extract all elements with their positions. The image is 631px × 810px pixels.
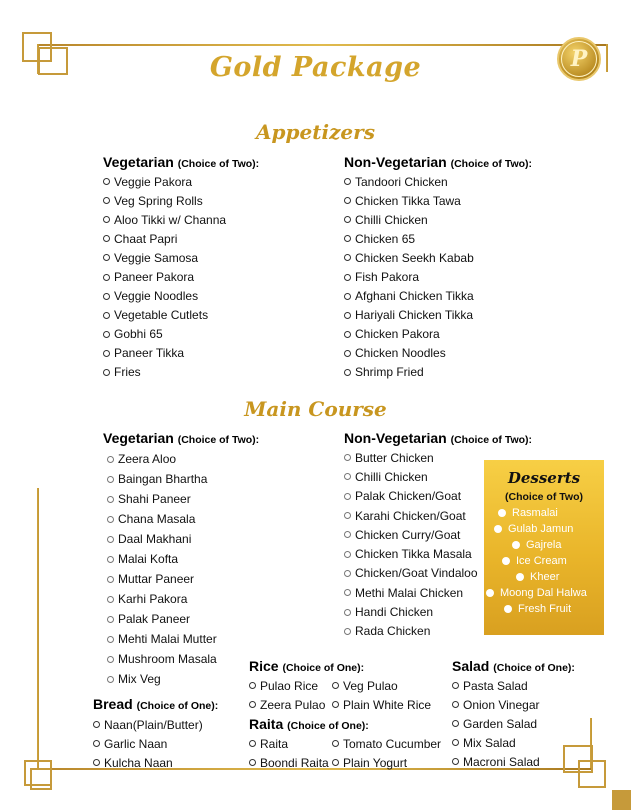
- list-item: Afghani Chicken Tikka: [344, 287, 474, 306]
- list-item: Palak Paneer: [107, 609, 217, 629]
- bullet-icon: [103, 369, 110, 376]
- bullet-icon: [344, 454, 351, 461]
- appetizers-nonveg-choice: (Choice of Two):: [450, 158, 533, 170]
- appetizers-veg-header: [103, 154, 259, 170]
- list-item: Handi Chicken: [344, 602, 478, 621]
- list-item: Garden Salad: [452, 714, 540, 733]
- corner-square-br-fill: [612, 790, 631, 810]
- raita-label: Raita: [249, 716, 284, 732]
- main-nonveg-list: [344, 448, 478, 641]
- rice-label: Rice: [249, 658, 279, 674]
- bullet-icon: [486, 589, 494, 597]
- appetizers-veg-label: Vegetarian: [103, 154, 174, 170]
- appetizers-veg-list: [103, 172, 226, 382]
- bullet-icon: [107, 496, 114, 503]
- salad-label: Salad: [452, 658, 490, 674]
- bullet-icon: [107, 516, 114, 523]
- list-item: Karhi Pakora: [107, 589, 217, 609]
- rice-list-col2: [332, 676, 431, 714]
- dessert-item: Fresh Fruit: [504, 603, 571, 615]
- bullet-icon: [344, 609, 351, 616]
- list-item: Boondi Raita: [249, 753, 329, 772]
- bullet-icon: [344, 589, 351, 596]
- bullet-icon: [502, 557, 510, 565]
- bullet-icon: [107, 456, 114, 463]
- corner-square-bl-2: [30, 768, 52, 790]
- rice-header: [249, 658, 364, 674]
- list-item: Veggie Samosa: [103, 248, 226, 267]
- main-veg-header: [103, 430, 259, 446]
- appetizers-nonveg-list: [344, 172, 474, 382]
- list-item: Rada Chicken: [344, 622, 478, 641]
- list-item: Mehti Malai Mutter: [107, 629, 217, 649]
- list-item: Plain White Rice: [332, 695, 431, 714]
- list-item: Naan(Plain/Butter): [93, 715, 203, 734]
- bullet-icon: [344, 235, 351, 242]
- list-item: Zeera Pulao: [249, 695, 325, 714]
- bullet-icon: [93, 740, 100, 747]
- logo-letter: P: [561, 41, 597, 77]
- list-item: Fries: [103, 363, 226, 382]
- list-item: Macroni Salad: [452, 752, 540, 771]
- list-item: Mix Veg: [107, 669, 217, 689]
- bullet-icon: [344, 551, 351, 558]
- bullet-icon: [103, 254, 110, 261]
- bullet-icon: [107, 636, 114, 643]
- bullet-icon: [344, 178, 351, 185]
- frame-top-line: [38, 44, 608, 46]
- bullet-icon: [344, 570, 351, 577]
- bullet-icon: [452, 682, 459, 689]
- appetizers-nonveg-label: Non-Vegetarian: [344, 154, 447, 170]
- list-item: Muttar Paneer: [107, 569, 217, 589]
- bullet-icon: [344, 512, 351, 519]
- bullet-icon: [93, 759, 100, 766]
- list-item: Chicken Curry/Goat: [344, 525, 478, 544]
- bullet-icon: [452, 758, 459, 765]
- main-veg-choice: (Choice of Two):: [177, 434, 260, 446]
- list-item: Kulcha Naan: [93, 753, 203, 772]
- bullet-icon: [103, 312, 110, 319]
- rice-choice: (Choice of One):: [282, 662, 365, 674]
- bullet-icon: [452, 701, 459, 708]
- desserts-choice: (Choice of Two): [505, 491, 583, 503]
- bullet-icon: [103, 293, 110, 300]
- bullet-icon: [344, 312, 351, 319]
- list-item: Karahi Chicken/Goat: [344, 506, 478, 525]
- list-item: Chicken Tikka Tawa: [344, 191, 474, 210]
- list-item: Chilli Chicken: [344, 210, 474, 229]
- list-item: Chicken/Goat Vindaloo: [344, 564, 478, 583]
- bullet-icon: [452, 739, 459, 746]
- desserts-panel: [484, 460, 604, 635]
- list-item: Onion Vinegar: [452, 695, 540, 714]
- bullet-icon: [332, 740, 339, 747]
- list-item: Pulao Rice: [249, 676, 325, 695]
- list-item: Fish Pakora: [344, 267, 474, 286]
- bullet-icon: [249, 682, 256, 689]
- list-item: Chicken Seekh Kabab: [344, 248, 474, 267]
- salad-list: [452, 676, 540, 771]
- list-item: Palak Chicken/Goat: [344, 487, 478, 506]
- raita-list-col2: [332, 734, 441, 772]
- bullet-icon: [249, 701, 256, 708]
- bullet-icon: [107, 476, 114, 483]
- bread-list: [93, 715, 203, 772]
- bullet-icon: [344, 216, 351, 223]
- dessert-item: Moong Dal Halwa: [486, 587, 587, 599]
- bullet-icon: [103, 216, 110, 223]
- list-item: Plain Yogurt: [332, 753, 441, 772]
- bullet-icon: [494, 525, 502, 533]
- bullet-icon: [344, 369, 351, 376]
- appetizers-nonveg-header: [344, 154, 532, 170]
- list-item: Chicken Pakora: [344, 325, 474, 344]
- list-item: Veg Pulao: [332, 676, 431, 695]
- bullet-icon: [103, 350, 110, 357]
- list-item: Veggie Pakora: [103, 172, 226, 191]
- bullet-icon: [512, 541, 520, 549]
- frame-left-line-lower: [37, 488, 39, 768]
- list-item: Aloo Tikki w/ Channa: [103, 210, 226, 229]
- list-item: Veg Spring Rolls: [103, 191, 226, 210]
- bullet-icon: [344, 493, 351, 500]
- bullet-icon: [344, 293, 351, 300]
- desserts-heading: Desserts: [507, 469, 581, 487]
- list-item: Chana Masala: [107, 509, 217, 529]
- list-item: Baingan Bhartha: [107, 469, 217, 489]
- main-nonveg-label: Non-Vegetarian: [344, 430, 447, 446]
- appetizers-heading: Appetizers: [256, 120, 375, 144]
- list-item: Mushroom Masala: [107, 649, 217, 669]
- list-item: Paneer Tikka: [103, 344, 226, 363]
- list-item: Chaat Papri: [103, 229, 226, 248]
- list-item: Chicken 65: [344, 229, 474, 248]
- list-item: Garlic Naan: [93, 734, 203, 753]
- bullet-icon: [344, 197, 351, 204]
- bullet-icon: [103, 331, 110, 338]
- raita-header: [249, 716, 369, 732]
- list-item: Zeera Aloo: [107, 449, 217, 469]
- bullet-icon: [344, 254, 351, 261]
- dessert-item: Gulab Jamun: [494, 523, 573, 535]
- main-veg-label: Vegetarian: [103, 430, 174, 446]
- bullet-icon: [332, 701, 339, 708]
- list-item: Paneer Pakora: [103, 267, 226, 286]
- salad-header: [452, 658, 575, 674]
- list-item: Chicken Noodles: [344, 344, 474, 363]
- main-nonveg-header: [344, 430, 532, 446]
- salad-choice: (Choice of One):: [493, 662, 575, 674]
- appetizers-veg-choice: (Choice of Two):: [177, 158, 260, 170]
- bullet-icon: [107, 556, 114, 563]
- main-nonveg-choice: (Choice of Two):: [450, 434, 533, 446]
- list-item: Vegetable Cutlets: [103, 306, 226, 325]
- list-item: Chilli Chicken: [344, 467, 478, 486]
- dessert-item: Ice Cream: [502, 555, 567, 567]
- bread-header: [93, 696, 218, 712]
- raita-choice: (Choice of One):: [287, 720, 369, 732]
- list-item: Veggie Noodles: [103, 287, 226, 306]
- bullet-icon: [452, 720, 459, 727]
- bread-label: Bread: [93, 696, 133, 712]
- bullet-icon: [344, 350, 351, 357]
- bullet-icon: [332, 759, 339, 766]
- raita-list-col1: [249, 734, 329, 772]
- rice-list-col1: [249, 676, 325, 714]
- dessert-item: Kheer: [516, 571, 559, 583]
- bullet-icon: [249, 740, 256, 747]
- bullet-icon: [498, 509, 506, 517]
- page-title: Gold Package: [209, 52, 422, 83]
- bullet-icon: [107, 536, 114, 543]
- bullet-icon: [103, 274, 110, 281]
- list-item: Daal Makhani: [107, 529, 217, 549]
- bullet-icon: [107, 596, 114, 603]
- bullet-icon: [107, 576, 114, 583]
- bullet-icon: [344, 473, 351, 480]
- bullet-icon: [103, 235, 110, 242]
- list-item: Tandoori Chicken: [344, 172, 474, 191]
- list-item: Methi Malai Chicken: [344, 583, 478, 602]
- bullet-icon: [332, 682, 339, 689]
- bullet-icon: [516, 573, 524, 581]
- list-item: Pasta Salad: [452, 676, 540, 695]
- bullet-icon: [504, 605, 512, 613]
- corner-square-br-2: [578, 760, 606, 788]
- bullet-icon: [344, 531, 351, 538]
- list-item: Tomato Cucumber: [332, 734, 441, 753]
- bread-choice: (Choice of One):: [136, 700, 219, 712]
- list-item: Chicken Tikka Masala: [344, 544, 478, 563]
- main-course-heading: Main Course: [244, 397, 387, 421]
- list-item: Butter Chicken: [344, 448, 478, 467]
- dessert-item: Rasmalai: [498, 507, 558, 519]
- bullet-icon: [103, 197, 110, 204]
- bullet-icon: [103, 178, 110, 185]
- bullet-icon: [93, 721, 100, 728]
- bullet-icon: [107, 616, 114, 623]
- main-veg-list: [107, 449, 217, 689]
- bullet-icon: [344, 331, 351, 338]
- list-item: Shahi Paneer: [107, 489, 217, 509]
- bullet-icon: [344, 628, 351, 635]
- list-item: Shrimp Fried: [344, 363, 474, 382]
- list-item: Gobhi 65: [103, 325, 226, 344]
- dessert-item: Gajrela: [512, 539, 561, 551]
- bullet-icon: [249, 759, 256, 766]
- list-item: Mix Salad: [452, 733, 540, 752]
- list-item: Malai Kofta: [107, 549, 217, 569]
- list-item: Raita: [249, 734, 329, 753]
- list-item: Hariyali Chicken Tikka: [344, 306, 474, 325]
- bullet-icon: [107, 656, 114, 663]
- bullet-icon: [344, 274, 351, 281]
- bullet-icon: [107, 676, 114, 683]
